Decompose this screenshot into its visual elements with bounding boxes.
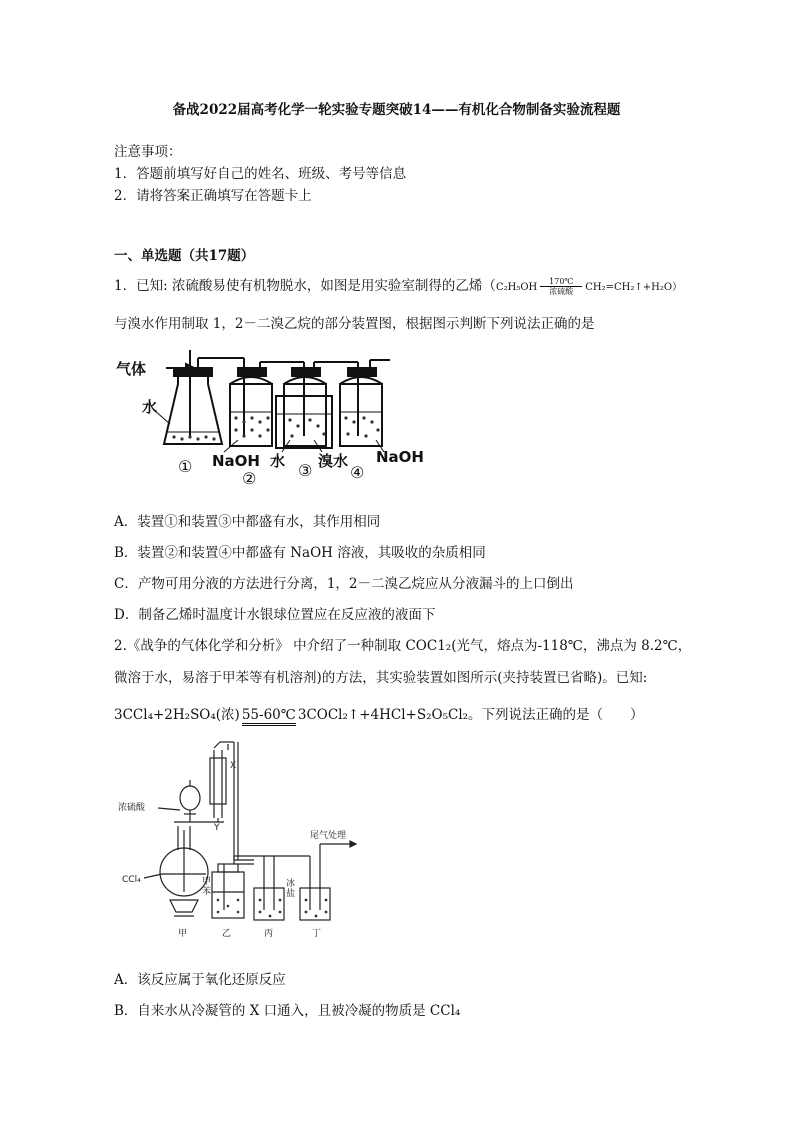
q1-option-b: B．装置②和装置④中都盛有 NaOH 溶液，其吸收的杂质相同 bbox=[114, 545, 486, 561]
q1-line-2: 与溴水作用制取 1，2－二溴乙烷的部分装置图，根据图示判断下列说法正确的是 bbox=[114, 316, 595, 332]
notes-heading: 注意事项： bbox=[114, 144, 182, 160]
fig1-number-1: ① bbox=[178, 457, 193, 476]
fig1-number-3: ③ bbox=[298, 461, 313, 480]
fig2-ice-label-1: 冰 bbox=[286, 879, 296, 889]
q1-apparatus-figure bbox=[114, 344, 434, 492]
q1-cond-bottom: 浓硫酸 bbox=[549, 287, 574, 296]
q2-eq-left: 3CCl₄+2H₂SO₄(浓) bbox=[114, 707, 240, 723]
q1-product: CH₂=CH₂↑+H₂O） bbox=[585, 282, 683, 293]
q1-option-c: C．产物可用分液的方法进行分离，1，2－二溴乙烷应从分液漏斗的上口倒出 bbox=[114, 576, 574, 592]
fig2-label-jia: 甲 bbox=[178, 929, 188, 939]
q2-eq-right: 3COCl₂↑+4HCl+S₂O₅Cl₂。下列说法正确的是（ ） bbox=[297, 707, 644, 723]
q2-equation bbox=[114, 703, 644, 726]
fig1-naoh-label-2: NaOH bbox=[376, 448, 424, 466]
q1-option-d: D．制备乙烯时温度计水银球位置应在反应液的液面下 bbox=[114, 607, 436, 623]
fig2-label-ding: 丁 bbox=[312, 929, 322, 939]
q2-line-2: 微溶于水，易溶于甲苯等有机溶剂)的方法，其实验装置如图所示(夹持装置已省略)。已知: bbox=[114, 670, 648, 686]
q2-line-1: 2.《战争的气体化学和分析》 中介绍了一种制取 COC1₂(光气，熔点为-118℃，沸点为 8.2℃， bbox=[114, 638, 692, 654]
fig2-tail-gas-label: 尾气处理 bbox=[310, 831, 347, 841]
fig2-toluene-label-2: 苯 bbox=[202, 887, 212, 897]
fig2-toluene-label-1: 甲 bbox=[202, 877, 212, 887]
fig2-label-y: Y bbox=[214, 823, 220, 833]
fig2-ice-label-2: 盐 bbox=[286, 889, 296, 899]
section-heading: 一、单选题（共17题） bbox=[114, 248, 255, 264]
q2-option-a: A．该反应属于氧化还原反应 bbox=[114, 972, 286, 988]
q1-line-1 bbox=[114, 274, 682, 296]
fig1-gas-label: 气体 bbox=[116, 360, 147, 378]
q1-prefix: 1．已知: 浓硫酸易使有机物脱水，如图是用实验室制得的乙烯（ bbox=[114, 278, 496, 294]
q2-apparatus-figure bbox=[114, 740, 364, 950]
fig1-water-label-2: 水 bbox=[270, 452, 286, 470]
notes-item-1: 1．答题前填写好自己的姓名、班级、考号等信息 bbox=[114, 166, 407, 182]
fig2-ccl4-label: CCl₄ bbox=[122, 875, 141, 885]
document-title: 备战2022届高考化学一轮实验专题突破14——有机化合物制备实验流程题 bbox=[172, 102, 621, 118]
notes-item-2: 2．请将答案正确填写在答题卡上 bbox=[114, 188, 312, 204]
fig2-label-x: X bbox=[230, 761, 237, 771]
fig1-water-label: 水 bbox=[142, 398, 158, 416]
q1-cond-top: 170℃ bbox=[540, 277, 582, 287]
fig1-naoh-label-1: NaOH bbox=[212, 452, 260, 470]
fig2-label-bing: 丙 bbox=[264, 929, 274, 939]
fig1-number-4: ④ bbox=[350, 463, 365, 482]
fig1-bromine-water-label: 溴水 bbox=[318, 452, 349, 470]
q1-reactant: C₂H₅OH bbox=[495, 282, 538, 293]
q1-option-a: A．装置①和装置③中都盛有水，其作用相同 bbox=[114, 514, 381, 530]
fig1-number-2: ② bbox=[242, 469, 257, 488]
q1-condition bbox=[540, 277, 582, 296]
fig2-label-yi: 乙 bbox=[222, 929, 232, 939]
q2-option-b: B．自来水从冷凝管的 X 口通入，且被冷凝的物质是 CCl₄ bbox=[114, 1003, 461, 1019]
fig2-acid-label: 浓硫酸 bbox=[118, 803, 146, 813]
q2-eq-condition: 55-60℃ bbox=[242, 708, 296, 726]
